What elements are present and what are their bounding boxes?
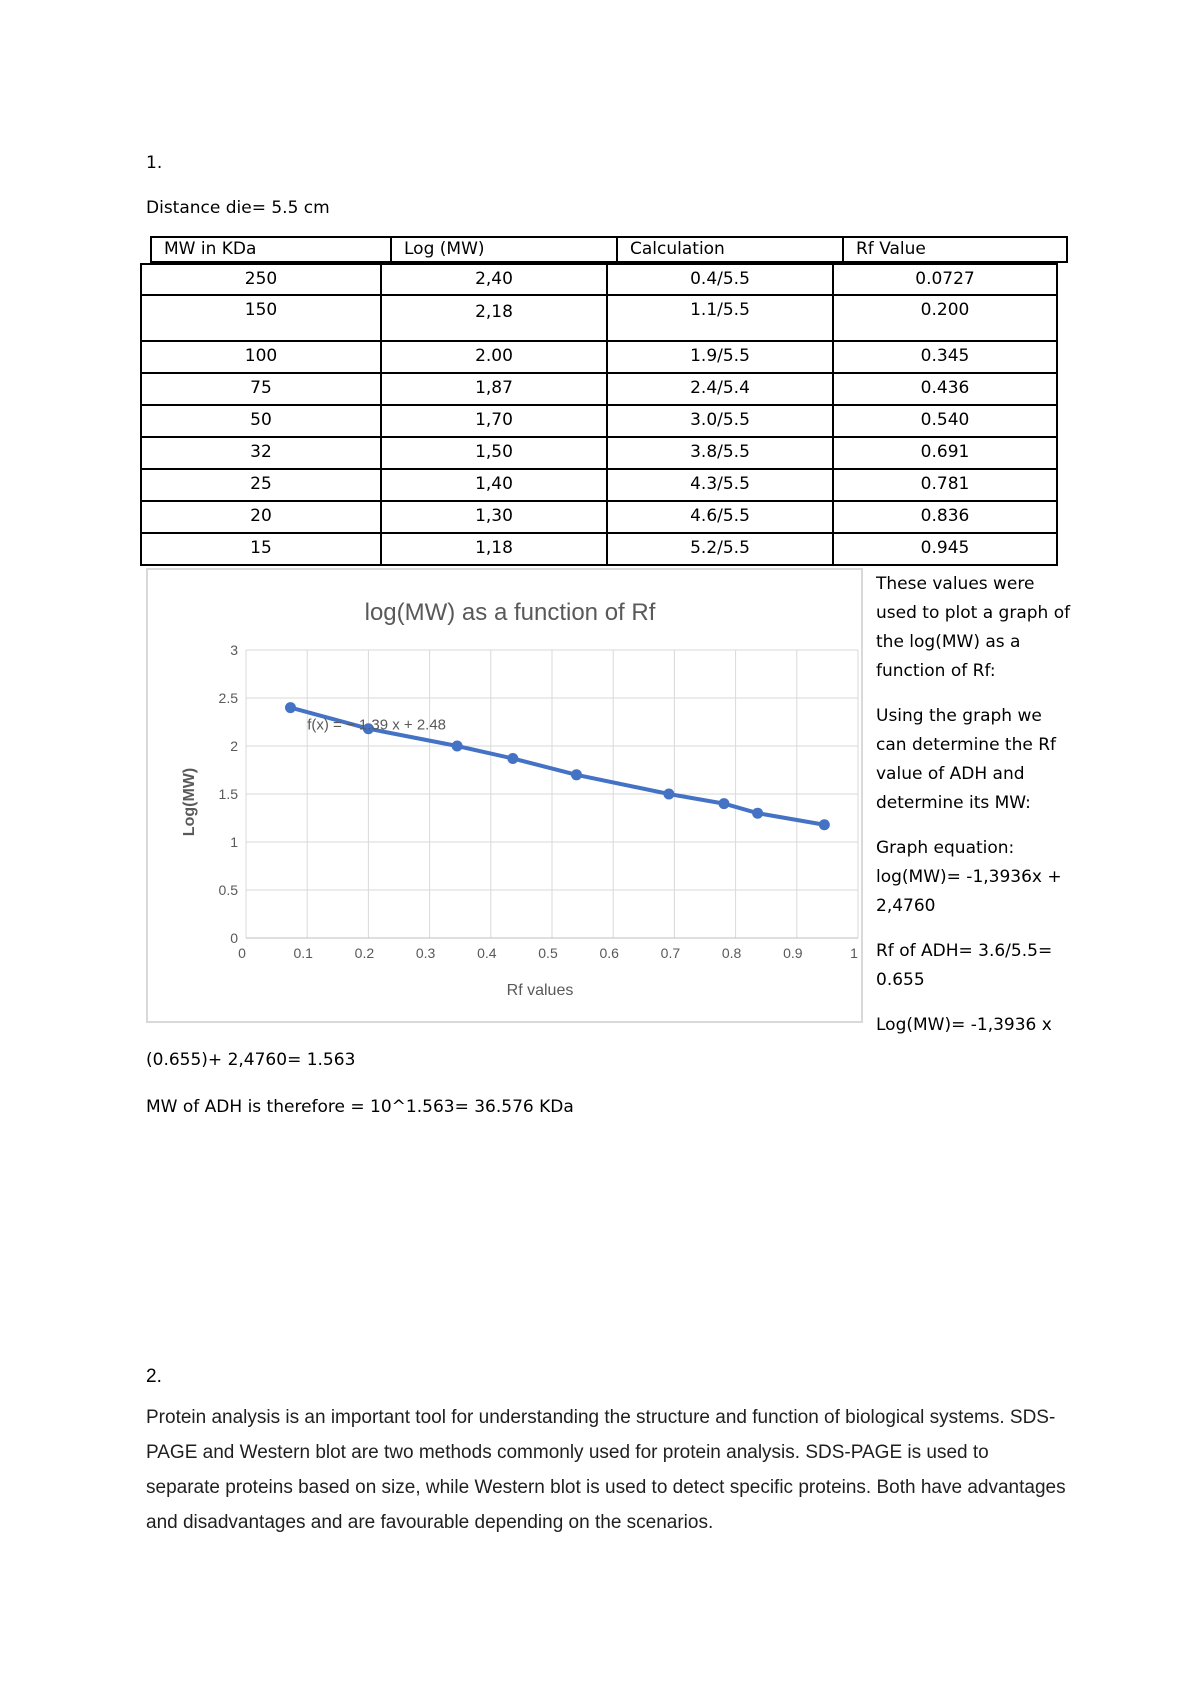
cell-rf: 0.691 <box>920 442 970 462</box>
data-point <box>571 769 582 780</box>
cell-rf: 0.0727 <box>915 269 975 289</box>
section-2-paragraph: Protein analysis is an important tool for understanding the structure and function of biological systems. SDS-PAGE and Western blot are two methods commonly used for protein analysis. SDS-PAGE is used to separate proteins based on size, while Western blot is used to detect specific proteins. Both have advantages and disadvantages and are favourable depending on the scenarios. <box>146 1407 1066 1533</box>
header-log: Log (MW) <box>392 238 618 261</box>
y-tick-label: 3 <box>230 642 238 658</box>
chart-svg <box>148 570 861 1021</box>
table-row <box>142 468 1056 500</box>
header-rf: Rf Value <box>856 239 926 259</box>
cell-log: 1,40 <box>382 470 608 500</box>
cell-log: 1,50 <box>382 438 608 468</box>
cell-log: 1,70 <box>382 406 608 436</box>
cell-calc: 1.9/5.5 <box>608 342 834 372</box>
table-row <box>142 532 1056 564</box>
table-row <box>142 404 1056 436</box>
cell-mw: 25 <box>142 470 382 500</box>
side-note-plot: These values were used to plot a graph of the log(MW) as a function of Rf: <box>876 574 1071 681</box>
cell-calc: 3.0/5.5 <box>608 406 834 436</box>
chart-grid <box>246 650 858 938</box>
x-tick-label: 0.2 <box>354 945 375 961</box>
cell-rf: 0.836 <box>920 506 970 526</box>
y-tick-label: 1.5 <box>218 786 238 802</box>
cell-calc: 4.6/5.5 <box>608 502 834 532</box>
cell-mw: 100 <box>142 342 382 372</box>
data-point <box>819 819 830 830</box>
cell-mw: 15 <box>142 534 382 564</box>
cell-calc: 1.1/5.5 <box>608 296 834 340</box>
x-tick-label: 0.7 <box>660 945 681 961</box>
table-row <box>142 294 1056 340</box>
cell-mw: 32 <box>142 438 382 468</box>
x-tick-label: 0.9 <box>783 945 803 961</box>
cell-rf: 0.945 <box>920 538 970 558</box>
table-row <box>142 340 1056 372</box>
x-tick-label: 0.3 <box>415 945 436 961</box>
x-tick-label: 0.5 <box>538 945 558 961</box>
data-point <box>663 789 674 800</box>
section-number-2: 2. <box>146 1366 162 1387</box>
chart-title: log(MW) as a function of Rf <box>364 599 656 626</box>
equation-value: log(MW)= -1,3936x + 2,4760 <box>876 867 1062 916</box>
equation-label: Graph equation: <box>876 838 1015 858</box>
cell-mw: 20 <box>142 502 382 532</box>
section-number-1: 1. <box>146 153 163 173</box>
y-tick-label: 0.5 <box>218 882 238 898</box>
side-note-equation <box>876 834 1076 921</box>
cell-log: 2,40 <box>382 265 608 294</box>
cell-rf: 0.540 <box>920 410 970 430</box>
cell-mw: 75 <box>142 374 382 404</box>
cell-mw: 250 <box>142 265 382 294</box>
cell-rf: 0.781 <box>920 474 970 494</box>
table-row <box>142 500 1056 532</box>
result-line-2: MW of ADH is therefore = 10^1.563= 36.576 KDa <box>146 1097 574 1117</box>
y-tick-label: 2 <box>230 738 238 754</box>
data-point <box>752 808 763 819</box>
x-tick-label: 0.8 <box>721 945 742 961</box>
cell-rf: 0.436 <box>920 378 970 398</box>
header-calculation: Calculation <box>618 238 844 261</box>
table-header <box>150 236 1068 263</box>
side-note-determine: Using the graph we can determine the Rf value of ADH and determine its MW: <box>876 706 1057 813</box>
data-point <box>285 702 296 713</box>
data-point <box>507 753 518 764</box>
cell-calc: 0.4/5.5 <box>608 265 834 294</box>
table-row <box>142 263 1056 294</box>
chart-ticks <box>219 642 859 961</box>
y-tick-label: 1 <box>230 834 238 850</box>
x-axis-label: Rf values <box>506 982 574 999</box>
table-row <box>142 436 1056 468</box>
cell-mw: 150 <box>142 296 382 340</box>
y-axis-label: Log(MW) <box>181 767 198 837</box>
side-note-log-mw: Log(MW)= -1,3936 x <box>876 1015 1052 1035</box>
chart-frame <box>146 568 863 1023</box>
result-line-1: (0.655)+ 2,4760= 1.563 <box>146 1050 356 1070</box>
x-tick-label: 0 <box>238 945 246 961</box>
table-body <box>140 263 1058 566</box>
cell-mw: 50 <box>142 406 382 436</box>
data-point <box>718 798 729 809</box>
cell-calc: 5.2/5.5 <box>608 534 834 564</box>
x-tick-label: 0.4 <box>477 945 497 961</box>
cell-rf: 0.345 <box>920 346 970 366</box>
cell-calc: 2.4/5.4 <box>608 374 834 404</box>
header-mw: MW in KDa <box>152 238 392 261</box>
x-tick-label: 0.6 <box>599 945 619 961</box>
trendline-label: f(x) = − 1.39 x + 2.48 <box>307 716 447 734</box>
cell-calc: 4.3/5.5 <box>608 470 834 500</box>
cell-calc: 3.8/5.5 <box>608 438 834 468</box>
table-row <box>142 372 1056 404</box>
cell-log: 1,30 <box>382 502 608 532</box>
side-note-rf-adh: Rf of ADH= 3.6/5.5= 0.655 <box>876 941 1053 990</box>
x-tick-label: 0.1 <box>293 945 313 961</box>
x-tick-label: 1 <box>850 945 858 961</box>
data-point <box>452 741 463 752</box>
cell-log: 1,87 <box>382 374 608 404</box>
distance-text: Distance die= 5.5 cm <box>146 198 330 218</box>
cell-log: 2.00 <box>382 342 608 372</box>
side-notes <box>876 570 1076 1056</box>
y-tick-label: 2.5 <box>218 690 238 706</box>
cell-log: 2,18 <box>382 296 608 340</box>
cell-rf: 0.200 <box>920 300 970 320</box>
y-tick-label: 0 <box>230 930 238 946</box>
cell-log: 1,18 <box>382 534 608 564</box>
